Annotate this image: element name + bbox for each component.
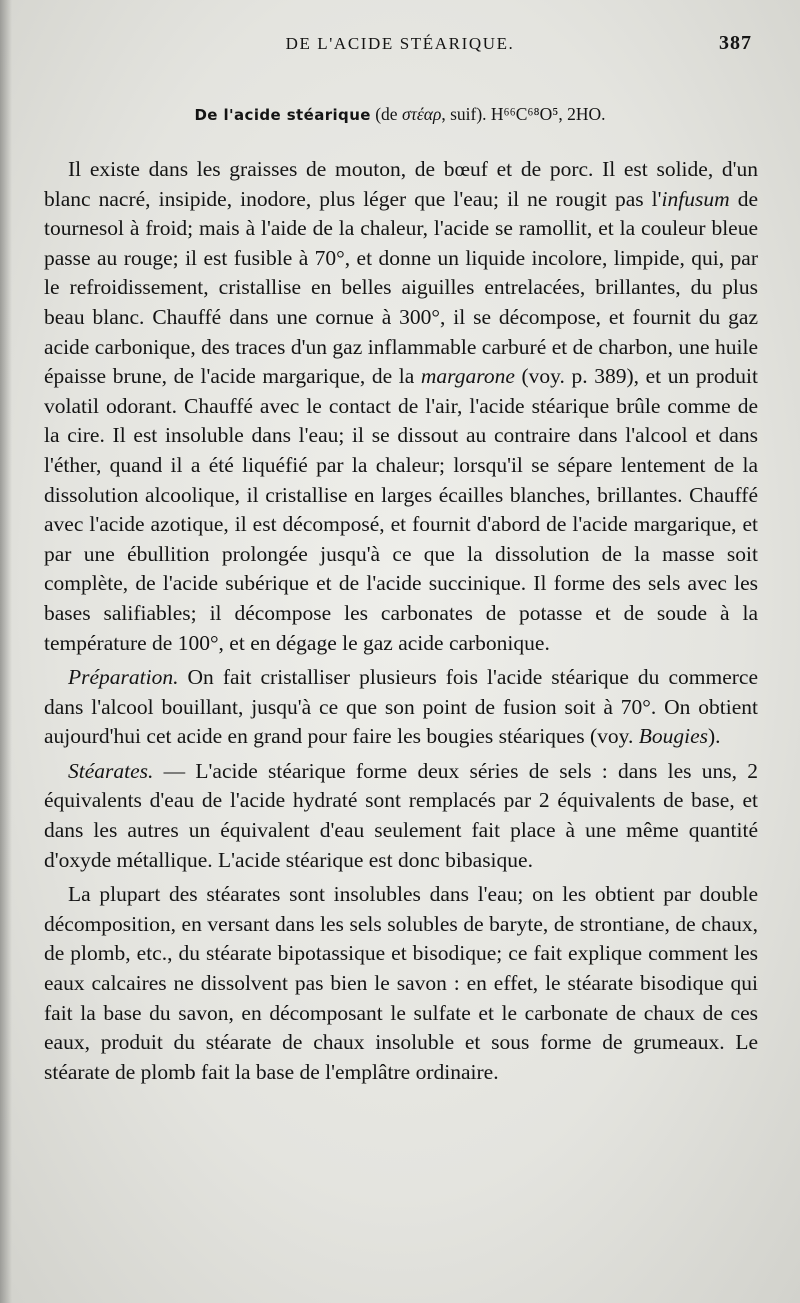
italic-text: Stéarates. <box>68 758 154 783</box>
chemical-formula: H⁶⁶C⁶⁸O⁵, 2HO. <box>490 104 606 124</box>
paragraph-properties <box>44 155 758 658</box>
paragraph-solubility <box>44 880 758 1087</box>
running-head <box>0 34 800 64</box>
body-text <box>44 155 758 1087</box>
text-run: Il existe dans les graisses de mouton, de bœuf et de porc. Il est solide, d'un blanc nacré, insipide, inodore, plus léger que l'eau; il ne rougit pas l' <box>44 157 758 211</box>
section-heading <box>0 102 800 127</box>
text-run: (voy. p. 389), et un produit volatil odorant. Chauffé avec le contact de l'air, l'acide stéarique brûle comme de la cire. Il est insoluble dans l'eau; il se dissout au contraire dans l'alcool et dans l'éther, quand il a été liquéfié par la chaleur; lorsqu'il se sépare lentement de la dissolution alcoolique, il cristallise en larges écailles blanches, brillantes. Chauffé avec l'acide azotique, il est décomposé, et fournit d'abord de l'acide margarique, et par une ébullition prolongée jusqu'à ce que la dissolution de la masse soit complète, de l'acide subérique et de l'acide succinique. Il forme des sels avec les bases salifiables; il décompose les carbonates de potasse et de soude à la température de 100°, et en dégage le gaz acide carbonique. <box>44 364 758 655</box>
running-title: DE L'ACIDE STÉARIQUE. <box>285 34 515 53</box>
section-heading-greek: στέαρ <box>401 104 442 124</box>
section-heading-title: De l'acide stéarique <box>194 106 371 124</box>
italic-text: infusum <box>661 186 730 211</box>
italic-text: margarone <box>420 364 515 389</box>
italic-text: Bougies <box>638 724 708 749</box>
text-run: ). <box>708 724 721 749</box>
text-run: de tournesol à froid; mais à l'aide de la chaleur, l'acide se ramollit, et la couleur bleue passe au rouge; il est fusible à 70°, et donne un liquide incolore, limpide, qui, par le refroidissement, cristallise en belles aiguilles entrelacées, brillantes, du plus beau blanc. Chauffé dans une cornue à 300°, il se décompose, et fournit du gaz acide carbonique, des traces d'un gaz inflammable carburé et de charbon, une huile épaisse brune, de l'acide margarique, de la <box>44 186 758 389</box>
text-run: — L'acide stéarique forme deux séries de sels : dans les uns, 2 équivalents d'eau de l'acide hydraté sont remplacés par 2 équivalents de base, et dans les autres un équivalent d'eau seulement fait place à une même quantité d'oxyde métallique. L'acide stéarique est donc bibasique. <box>44 758 758 872</box>
text-run: On fait cristalliser plusieurs fois l'acide stéarique du commerce dans l'alcool bouillant, jusqu'à ce que son point de fusion soit à 70°. On obtient aujourd'hui cet acide en grand pour faire les bougies stéariques (voy. <box>44 665 758 749</box>
page-number: 387 <box>719 32 752 54</box>
text-run: La plupart des stéarates sont insolubles dans l'eau; on les obtient par double décomposition, en versant dans les sels solubles de baryte, de strontiane, de chaux, de plomb, etc., du stéarate bipotassique et bisodique; ce fait explique comment les eaux calcaires ne dissolvent pas bien le savon : en effet, le stéarate bisodique qui fait la base du savon, en décomposant le sulfate et le carbonate de chaux de ces eaux, produit du stéarate de chaux insoluble et sous forme de grumeaux. Le stéarate de plomb fait la base de l'emplâtre ordinaire. <box>44 882 758 1084</box>
italic-text: Préparation. <box>68 665 179 690</box>
paragraph-preparation <box>44 663 758 752</box>
spine-shadow <box>0 0 12 1303</box>
paragraph-stearates <box>44 757 758 875</box>
section-heading-open: (de <box>370 104 402 124</box>
section-heading-close: , suif). <box>441 104 491 124</box>
